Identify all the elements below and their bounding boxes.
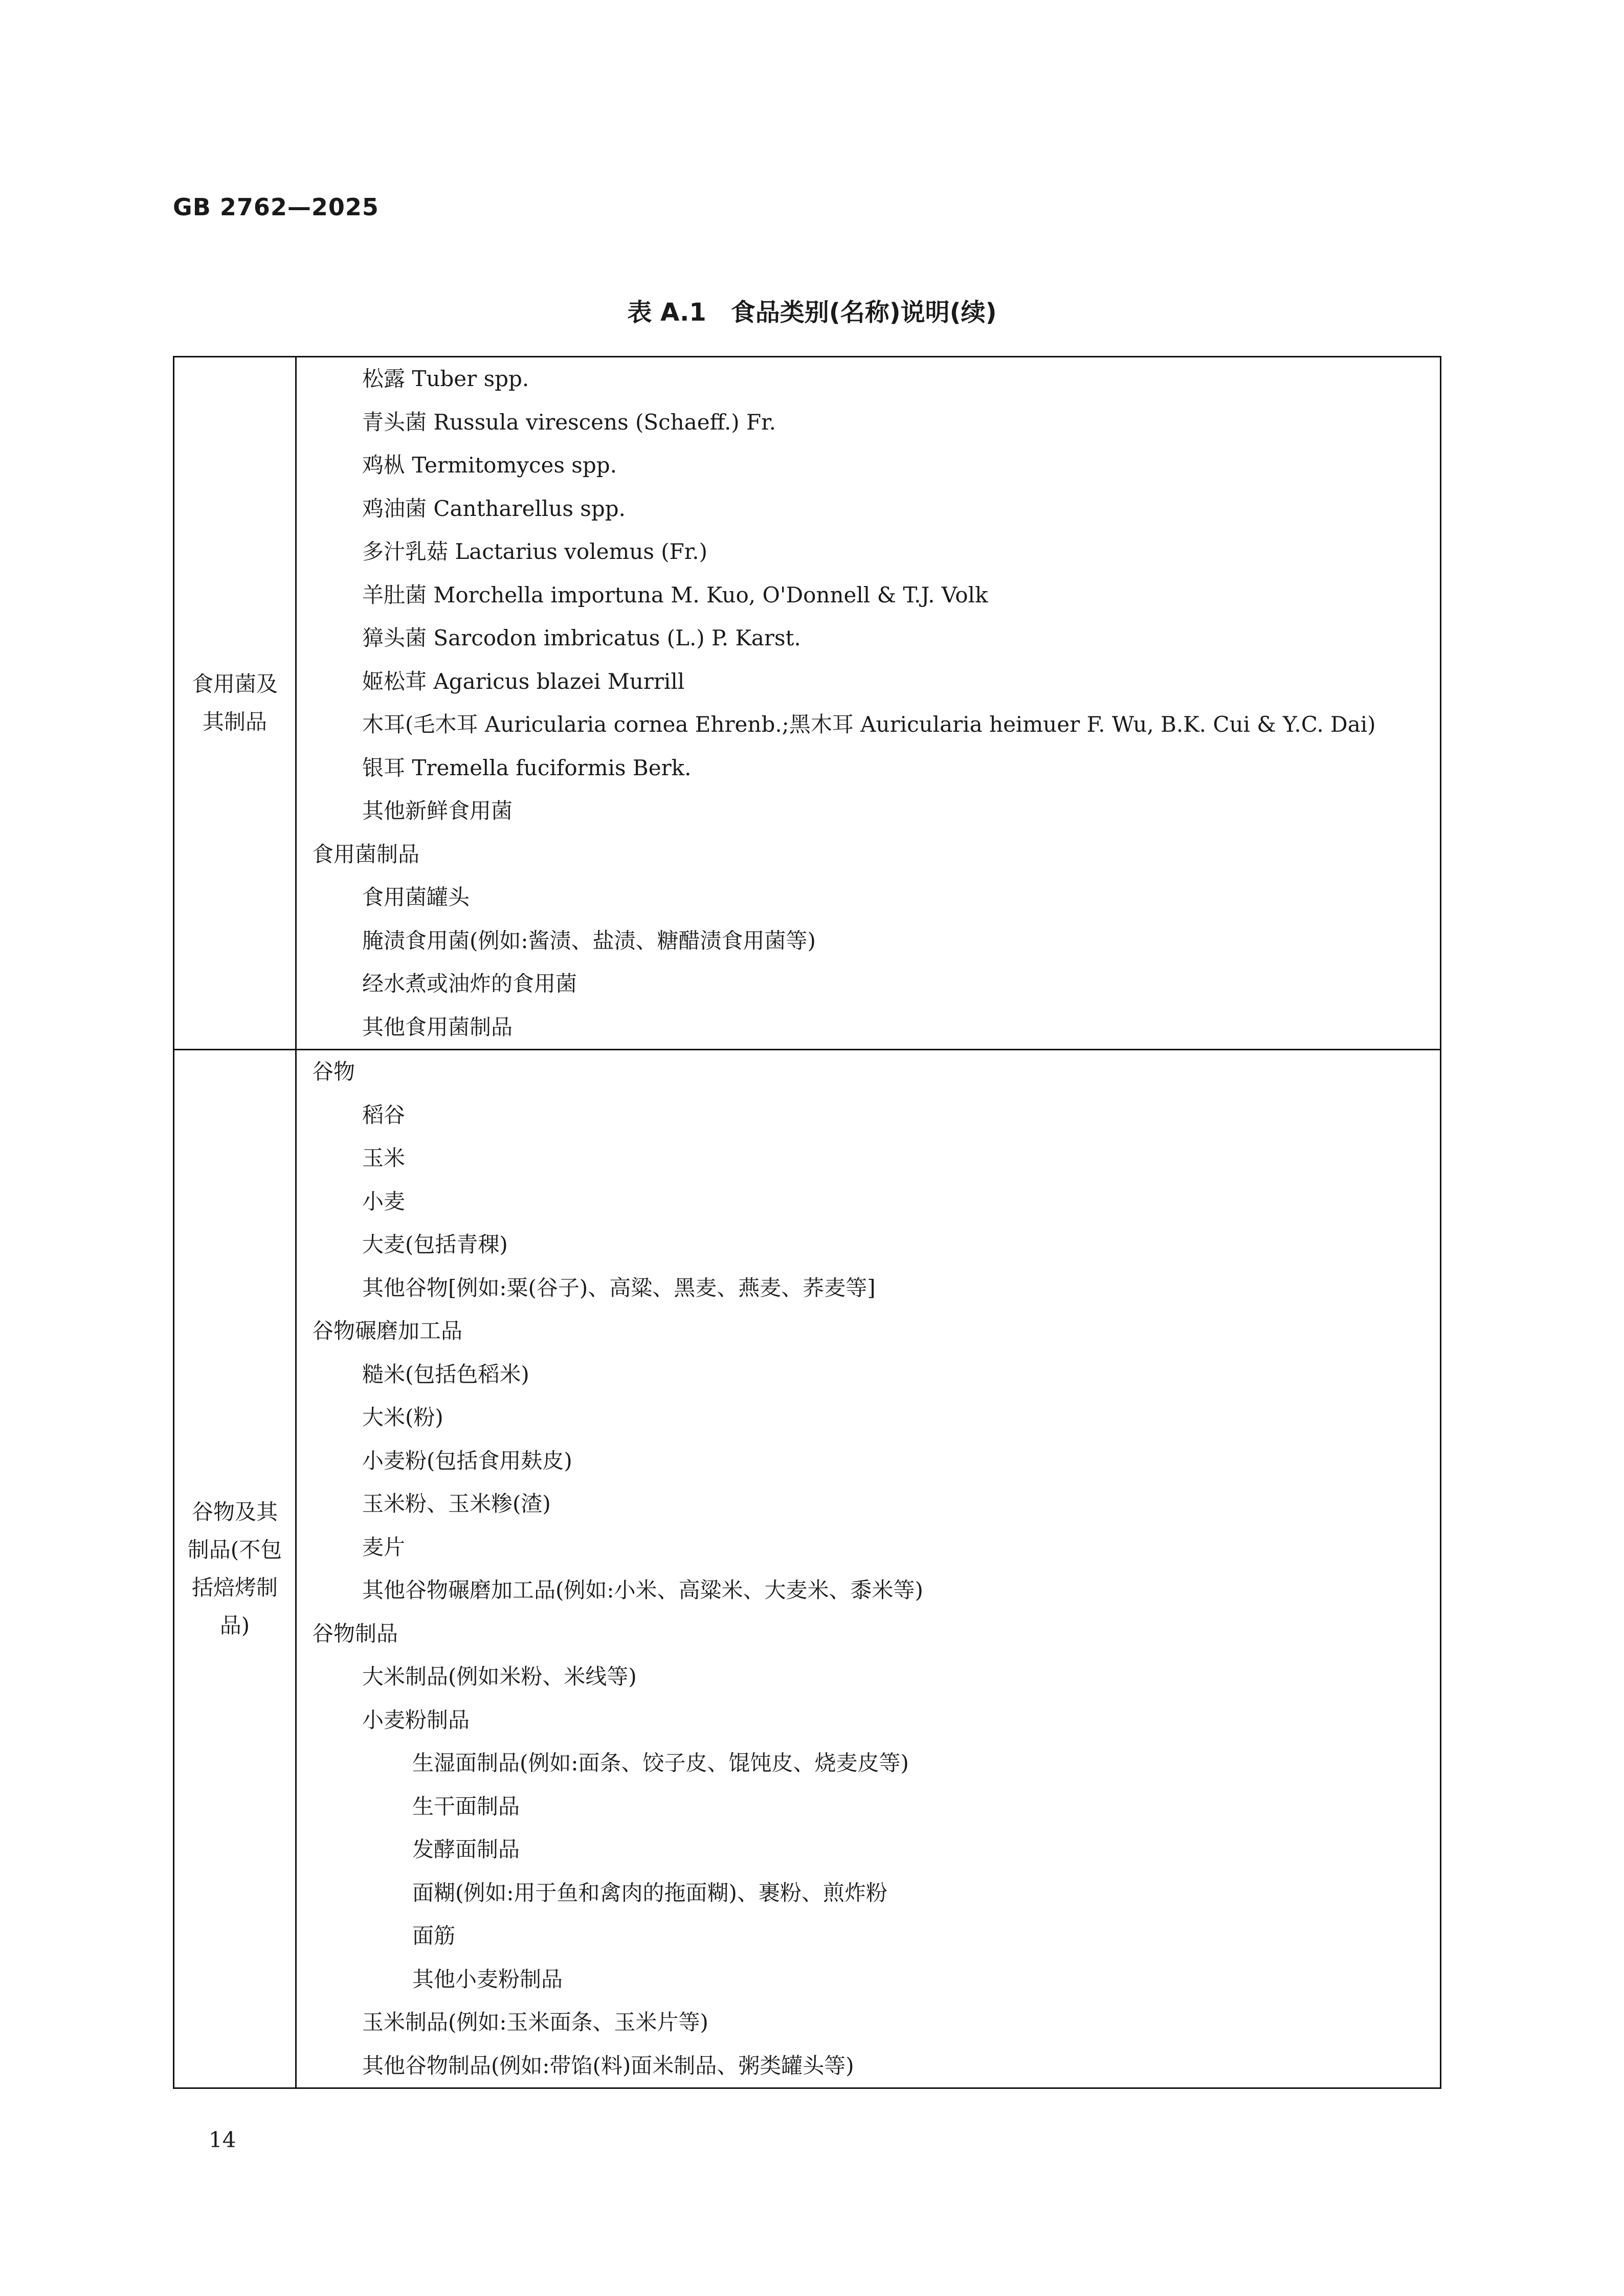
items-cell [296, 1050, 1441, 2088]
table-title: 表 A.1 食品类别(名称)说明(续) [627, 298, 997, 327]
list-item: 玉米 [362, 1145, 406, 1170]
list-item: 其他谷物制品(例如:带馅(料)面米制品、粥类罐头等) [362, 2053, 854, 2078]
list-item: 其他新鲜食用菌 [362, 798, 513, 823]
list-item: 稻谷 [362, 1102, 406, 1128]
list-item: 松露 Tuber spp. [362, 366, 529, 391]
list-item: 小麦 [362, 1188, 406, 1214]
list-item: 银耳 Tremella fuciformis Berk. [362, 755, 692, 780]
list-item: 木耳(毛木耳 Auricularia cornea Ehrenb.;黑木耳 Auricularia heimuer F. Wu, B.K. Cui & Y.C. Dai) [362, 712, 1376, 737]
list-item: 经水煮或油炸的食用菌 [362, 971, 577, 996]
list-item: 食用菌罐头 [362, 885, 470, 910]
list-item: 食用菌制品 [312, 841, 420, 867]
items-cell [296, 357, 1441, 1050]
list-item: 玉米制品(例如:玉米面条、玉米片等) [362, 2010, 708, 2035]
list-item: 谷物制品 [312, 1620, 398, 1646]
table-section [174, 357, 1441, 1050]
list-item: 面糊(例如:用于鱼和禽肉的拖面糊)、裹粉、煎炸粉 [412, 1880, 887, 1905]
list-item: 小麦粉制品 [362, 1707, 470, 1732]
list-item: 生干面制品 [412, 1793, 520, 1819]
list-item: 大米(粉) [362, 1405, 443, 1430]
list-item: 大米制品(例如米粉、米线等) [362, 1664, 637, 1689]
list-item: 面筋 [412, 1923, 456, 1948]
list-item: 发酵面制品 [412, 1837, 520, 1862]
list-item: 生湿面制品(例如:面条、饺子皮、馄饨皮、烧麦皮等) [412, 1750, 909, 1775]
list-item: 羊肚菌 Morchella importuna M. Kuo, O'Donnell & T.J. Volk [362, 582, 988, 607]
list-item: 谷物 [312, 1059, 355, 1084]
list-item: 玉米粉、玉米糁(渣) [362, 1491, 551, 1516]
list-item: 獐头菌 Sarcodon imbricatus (L.) P. Karst. [362, 625, 801, 650]
list-item: 小麦粉(包括食用麸皮) [362, 1448, 572, 1473]
table-section [174, 1050, 1441, 2088]
list-item: 姬松茸 Agaricus blazei Murrill [362, 668, 685, 694]
category-cell [174, 357, 296, 1050]
table-body [174, 357, 1441, 2088]
list-item: 青头菌 Russula virescens (Schaeff.) Fr. [362, 409, 776, 435]
list-item: 鸡枞 Termitomyces spp. [362, 453, 617, 478]
page-number: 14 [209, 2127, 236, 2152]
list-item: 其他食用菌制品 [362, 1014, 513, 1040]
category-label: 食用菌及其制品 [191, 671, 278, 734]
list-item: 麦片 [362, 1534, 406, 1560]
standard-code: GB 2762—2025 [173, 193, 379, 221]
list-item: 糙米(包括色稻米) [362, 1361, 529, 1387]
list-item: 腌渍食用菌(例如:酱渍、盐渍、糖醋渍食用菌等) [362, 928, 816, 953]
category-cell [174, 1050, 296, 2088]
list-item: 大麦(包括青稞) [362, 1232, 508, 1257]
list-item: 谷物碾磨加工品 [312, 1318, 463, 1343]
list-item: 其他谷物碾磨加工品(例如:小米、高粱米、大麦米、黍米等) [362, 1578, 923, 1603]
food-category-table [173, 356, 1441, 2089]
category-label: 谷物及其制品(不包括焙烤制品) [187, 1499, 282, 1638]
list-item: 鸡油菌 Cantharellus spp. [362, 496, 626, 521]
list-item: 其他小麦粉制品 [412, 1966, 563, 1992]
list-item: 其他谷物[例如:粟(谷子)、高粱、黑麦、燕麦、荞麦等] [362, 1275, 876, 1300]
list-item: 多汁乳菇 Lactarius volemus (Fr.) [362, 539, 707, 564]
